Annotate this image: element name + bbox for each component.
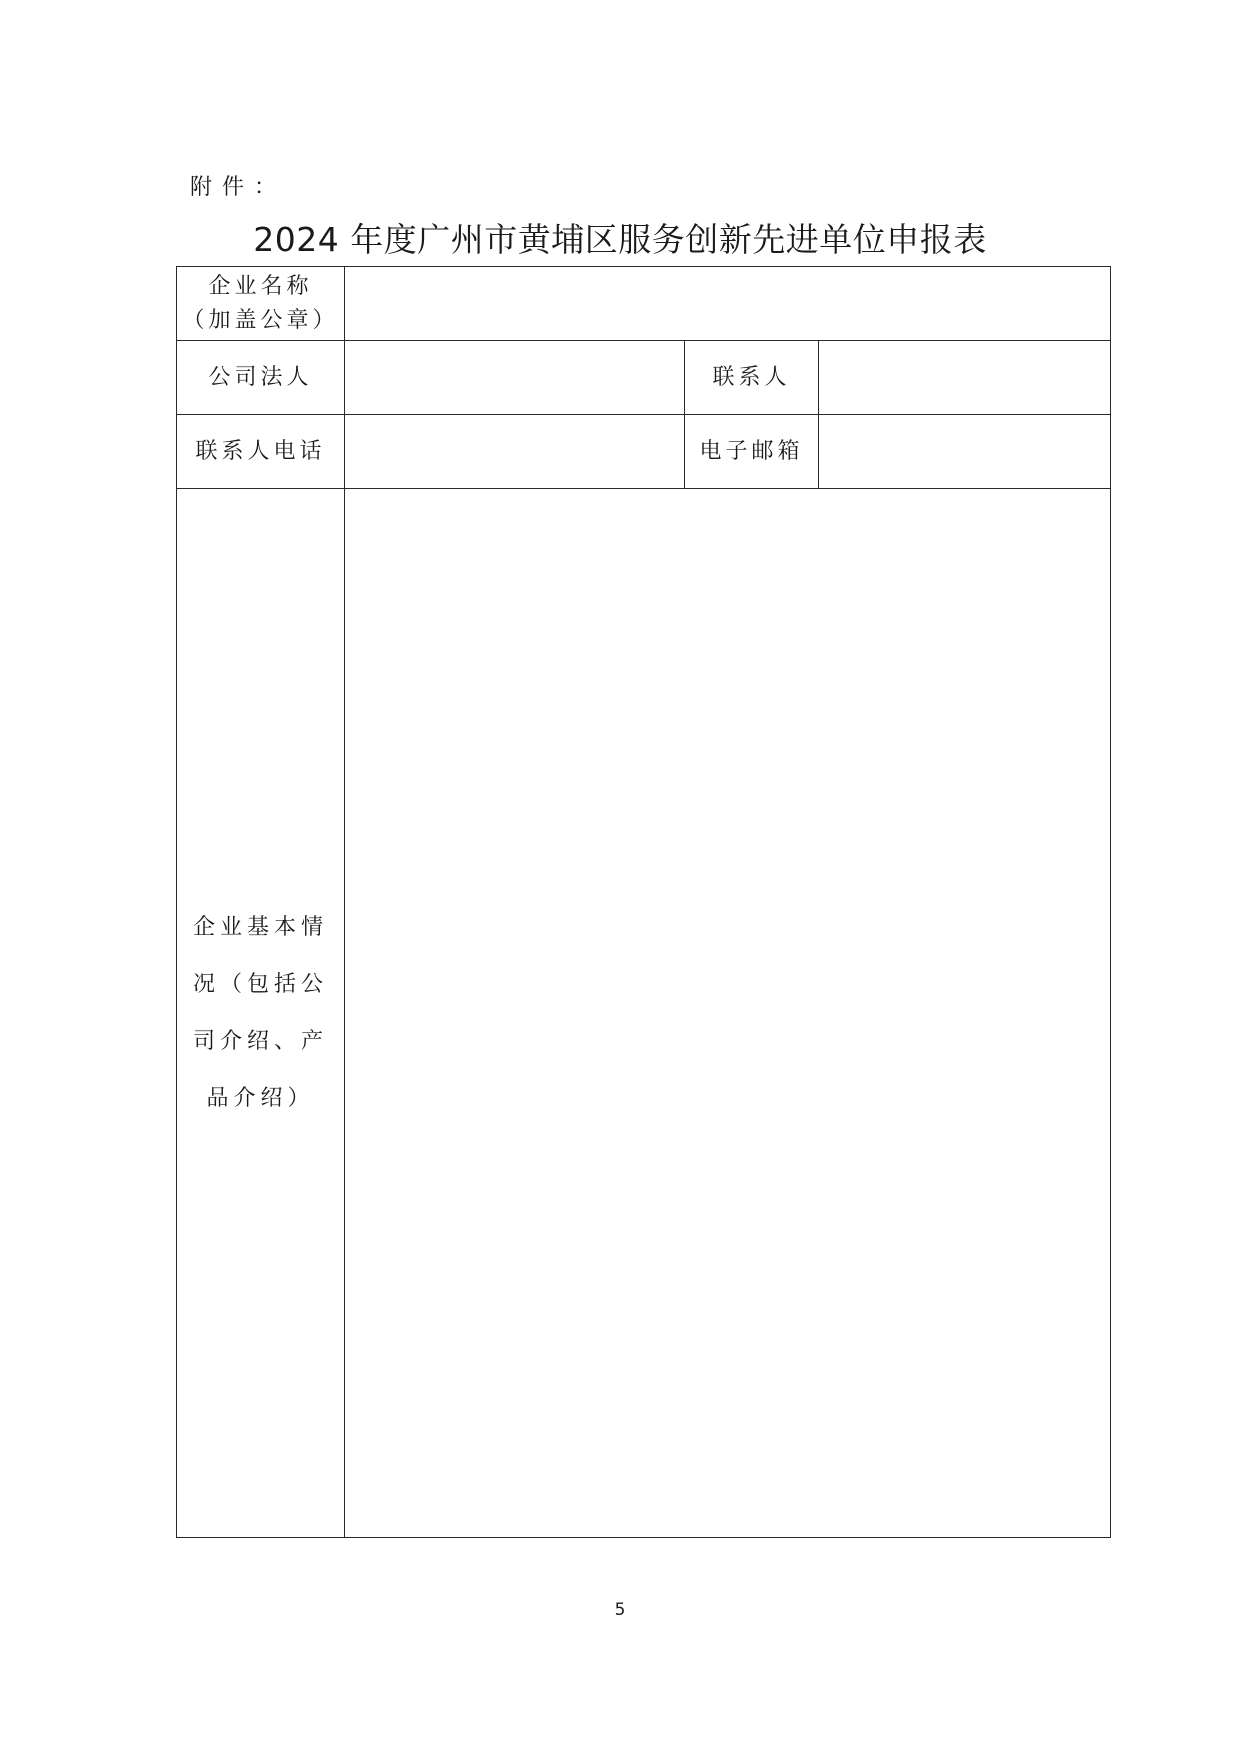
page-number: 5	[614, 1600, 626, 1620]
contact-phone-label: 联系人电话	[177, 415, 345, 489]
company-info-label-cell	[177, 489, 345, 1538]
attachment-label: 附件：	[190, 175, 287, 200]
company-name-note: （加盖公章）	[182, 307, 339, 333]
legal-rep-contact-row	[177, 341, 1111, 415]
company-name-label-cell	[177, 267, 345, 341]
legal-rep-field[interactable]	[345, 341, 685, 415]
company-name-label: 企业名称	[208, 273, 313, 299]
contact-field[interactable]	[819, 341, 1111, 415]
document-title: 2024 年度广州市黄埔区服务创新先进单位申报表	[253, 220, 987, 259]
legal-rep-label: 公司法人	[177, 341, 345, 415]
company-name-field[interactable]	[345, 267, 1111, 341]
company-name-row	[177, 267, 1111, 341]
application-form-table	[176, 266, 1111, 1538]
contact-phone-field[interactable]	[345, 415, 685, 489]
company-info-field[interactable]	[345, 489, 1111, 1538]
email-label: 电子邮箱	[685, 415, 819, 489]
phone-email-row	[177, 415, 1111, 489]
company-info-row	[177, 489, 1111, 1538]
contact-label: 联系人	[685, 341, 819, 415]
company-info-label: 企业基本情况（包括公司介绍、产品介绍）	[192, 915, 328, 1111]
email-field[interactable]	[819, 415, 1111, 489]
